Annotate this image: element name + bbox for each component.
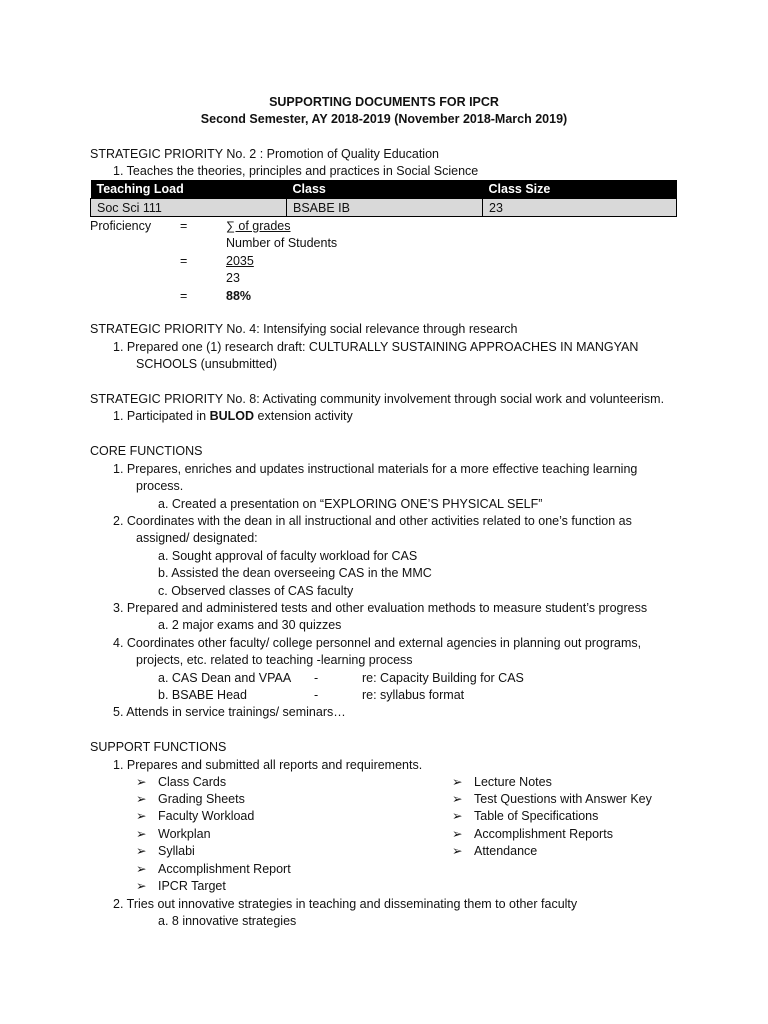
teaching-load-table	[90, 180, 677, 217]
sp4-item-1: 1. Prepared one (1) research draft: CULTURALLY SUSTAINING APPROACHES IN MANGYAN	[113, 340, 639, 354]
core-item-5: 5. Attends in service trainings/ seminars…	[113, 705, 346, 719]
support-subitem: a. 8 innovative strategies	[158, 914, 297, 928]
core-subitem: c. Observed classes of CAS faculty	[158, 584, 354, 598]
core-item-1: 1. Prepares, enriches and updates instructional materials for a more effective teaching learning	[113, 462, 638, 476]
list-item-label: Accomplishment Report	[158, 862, 291, 876]
support-functions-heading: SUPPORT FUNCTIONS	[90, 740, 227, 754]
list-item	[452, 791, 652, 808]
sp4-item-1-continued: SCHOOLS (unsubmitted)	[136, 357, 278, 371]
arrow-bullet-icon: ➢	[136, 809, 147, 823]
equals-sign: =	[180, 289, 188, 303]
core-subitem: a. Sought approval of faculty workload for CAS	[158, 549, 418, 563]
arrow-bullet-icon: ➢	[136, 792, 147, 806]
sp8-item-text: 1. Participated in	[113, 409, 210, 423]
dash: -	[314, 671, 319, 685]
list-item-label: Attendance	[474, 844, 538, 858]
list-item	[136, 791, 245, 808]
list-item	[136, 808, 254, 825]
proficiency-result: 88%	[226, 289, 252, 303]
list-item	[136, 774, 226, 791]
list-item-label: Syllabi	[158, 844, 195, 858]
list-item	[452, 826, 613, 843]
core-item-3: 3. Prepared and administered tests and other evaluation methods to measure student’s progress	[113, 601, 648, 615]
equals-sign: =	[180, 254, 188, 268]
sp2-heading: STRATEGIC PRIORITY No. 2 : Promotion of Quality Education	[90, 147, 439, 161]
arrow-bullet-icon: ➢	[136, 844, 147, 858]
sp8-item-1	[113, 408, 353, 425]
core-subitem: b. BSABE Head	[158, 688, 247, 702]
arrow-bullet-icon: ➢	[136, 879, 147, 893]
arrow-bullet-icon: ➢	[136, 775, 147, 789]
table-header: Class	[287, 180, 483, 199]
arrow-bullet-icon: ➢	[452, 844, 463, 858]
arrow-bullet-icon: ➢	[452, 809, 463, 823]
table-header-row	[91, 180, 677, 199]
proficiency-label: Proficiency	[90, 219, 152, 233]
list-item-label: Workplan	[158, 827, 211, 841]
list-item	[136, 878, 226, 895]
table-cell: BSABE IB	[287, 199, 483, 217]
document-title: SUPPORTING DOCUMENTS FOR IPCR	[269, 95, 499, 109]
table-header: Teaching Load	[91, 180, 287, 199]
core-subitem-note: re: syllabus format	[362, 688, 465, 702]
core-subitem-note: re: Capacity Building for CAS	[362, 671, 524, 685]
list-item-label: Lecture Notes	[474, 775, 552, 789]
arrow-bullet-icon: ➢	[452, 827, 463, 841]
core-functions-heading: CORE FUNCTIONS	[90, 444, 203, 458]
core-subitem: a. CAS Dean and VPAA	[158, 671, 292, 685]
calc-denominator: 23	[226, 271, 240, 285]
arrow-bullet-icon: ➢	[136, 862, 147, 876]
table-header: Class Size	[483, 180, 677, 199]
core-item-4-continued: projects, etc. related to teaching -learning process	[136, 653, 413, 667]
list-item-label: IPCR Target	[158, 879, 226, 893]
support-item-2: 2. Tries out innovative strategies in teaching and disseminating them to other faculty	[113, 897, 578, 911]
list-item	[136, 826, 211, 843]
list-item	[136, 861, 291, 878]
arrow-bullet-icon: ➢	[452, 792, 463, 806]
list-item-label: Accomplishment Reports	[474, 827, 613, 841]
arrow-bullet-icon: ➢	[452, 775, 463, 789]
list-item-label: Test Questions with Answer Key	[474, 792, 652, 806]
document-subtitle: Second Semester, AY 2018-2019 (November 2018-March 2019)	[200, 112, 568, 126]
list-item-label: Class Cards	[158, 775, 227, 789]
sp8-item-text: extension activity	[254, 409, 353, 423]
list-item-label: Faculty Workload	[158, 809, 255, 823]
core-item-1-continued: process.	[136, 479, 184, 493]
list-item-label: Table of Specifications	[474, 809, 599, 823]
core-subitem: a. Created a presentation on “EXPLORING ONE’S PHYSICAL SELF”	[158, 497, 543, 511]
table-cell: 23	[483, 199, 677, 217]
sp4-heading: STRATEGIC PRIORITY No. 4: Intensifying social relevance through research	[90, 322, 518, 336]
support-item-1: 1. Prepares and submitted all reports and requirements.	[113, 758, 423, 772]
list-item	[452, 843, 537, 860]
equals-sign: =	[180, 219, 188, 233]
formula-numerator: ∑ of grades	[226, 219, 291, 233]
calc-numerator: 2035	[226, 254, 254, 268]
sp8-heading: STRATEGIC PRIORITY No. 8: Activating community involvement through social work and volunteerism.	[90, 392, 665, 406]
dash: -	[314, 688, 319, 702]
list-item-label: Grading Sheets	[158, 792, 245, 806]
list-item	[452, 774, 552, 791]
list-item	[136, 843, 195, 860]
list-item	[452, 808, 598, 825]
table-cell: Soc Sci 111	[91, 199, 287, 217]
core-subitem: a. 2 major exams and 30 quizzes	[158, 618, 342, 632]
core-item-4: 4. Coordinates other faculty/ college personnel and external agencies in planning out programs,	[113, 636, 642, 650]
arrow-bullet-icon: ➢	[136, 827, 147, 841]
formula-denominator: Number of Students	[226, 236, 338, 250]
table-row	[91, 199, 677, 217]
core-item-2: 2. Coordinates with the dean in all instructional and other activities related to one’s function as	[113, 514, 632, 528]
core-subitem: b. Assisted the dean overseeing CAS in the MMC	[158, 566, 432, 580]
bulod-text: BULOD	[209, 409, 255, 423]
core-item-2-continued: assigned/ designated:	[136, 531, 258, 545]
sp2-item-1: 1. Teaches the theories, principles and practices in Social Science	[113, 164, 479, 178]
